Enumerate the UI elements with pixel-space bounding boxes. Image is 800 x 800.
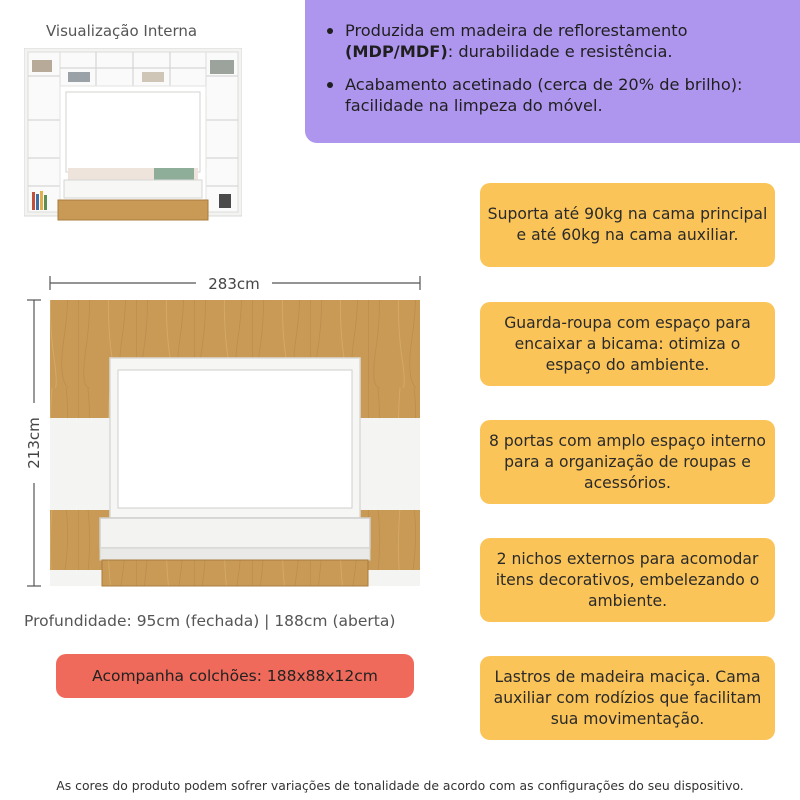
internal-view-illustration (24, 48, 242, 224)
feature-card-weight: Suporta até 90kg na cama principal e até 60kg na cama auxiliar. (480, 183, 775, 267)
depth-info: Profundidade: 95cm (fechada) | 188cm (aberta) (24, 612, 396, 630)
feature-card-slats: Lastros de madeira maciça. Cama auxiliar com rodízios que facilitam sua movimentação. (480, 656, 775, 740)
feature-card-wardrobe: Guarda-roupa com espaço para encaixar a bicama: otimiza o espaço do ambiente. (480, 302, 775, 386)
feature-card-doors: 8 portas com amplo espaço interno para a organização de roupas e acessórios. (480, 420, 775, 504)
furniture-front-view (20, 268, 430, 598)
material-info-box (305, 0, 800, 143)
feature-card-niches: 2 nichos externos para acomodar itens decorativos, embelezando o ambiente. (480, 538, 775, 622)
color-disclaimer: As cores do produto podem sofrer variações de tonalidade de acordo com as configurações do seu dispositivo. (56, 778, 744, 793)
material-feature: Produzida em madeira de reflorestamento (MDP/MDF): durabilidade e resistência. (345, 20, 782, 62)
width-dimension-label: 283cm (208, 275, 260, 293)
mattress-info-badge: Acompanha colchões: 188x88x12cm (56, 654, 414, 698)
height-dimension-label: 213cm (25, 417, 43, 469)
finish-feature: Acabamento acetinado (cerca de 20% de brilho): facilidade na limpeza do móvel. (345, 74, 782, 116)
internal-view-title: Visualização Interna (46, 22, 198, 40)
